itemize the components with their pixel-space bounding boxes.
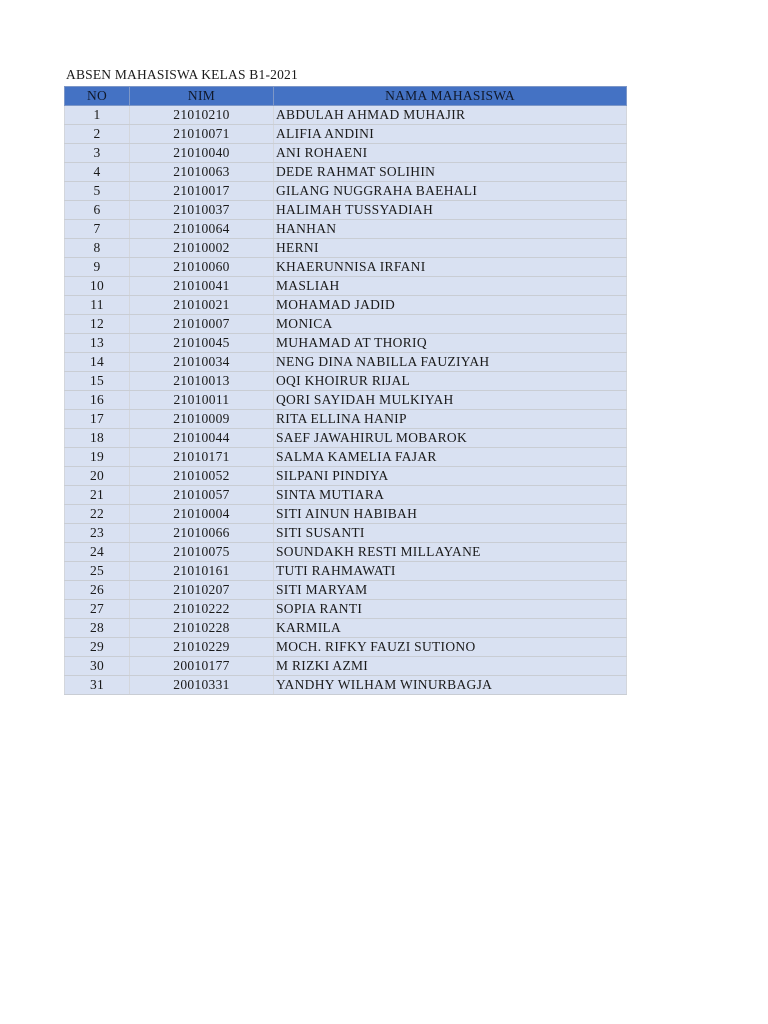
student-id-cell: 21010011 bbox=[130, 391, 274, 410]
row-number-cell: 9 bbox=[65, 258, 130, 277]
student-name-cell: NENG DINA NABILLA FAUZIYAH bbox=[274, 353, 627, 372]
row-number-cell: 24 bbox=[65, 543, 130, 562]
table-header bbox=[65, 87, 627, 106]
row-number-cell: 1 bbox=[65, 106, 130, 125]
student-name-cell: MUHAMAD AT THORIQ bbox=[274, 334, 627, 353]
student-id-cell: 21010034 bbox=[130, 353, 274, 372]
student-name-cell: SITI MARYAM bbox=[274, 581, 627, 600]
table-row bbox=[65, 277, 627, 296]
attendance-table bbox=[64, 86, 627, 695]
table-row bbox=[65, 239, 627, 258]
row-number-cell: 16 bbox=[65, 391, 130, 410]
table-row bbox=[65, 201, 627, 220]
table-row bbox=[65, 372, 627, 391]
student-name-cell: SILPANI PINDIYA bbox=[274, 467, 627, 486]
table-row bbox=[65, 315, 627, 334]
sheet-title: ABSEN MAHASISWA KELAS B1-2021 bbox=[66, 67, 298, 82]
row-number-cell: 13 bbox=[65, 334, 130, 353]
table-row bbox=[65, 467, 627, 486]
table-row bbox=[65, 562, 627, 581]
student-id-cell: 21010066 bbox=[130, 524, 274, 543]
table-row bbox=[65, 676, 627, 695]
row-number-cell: 31 bbox=[65, 676, 130, 695]
student-id-cell: 20010177 bbox=[130, 657, 274, 676]
student-id-cell: 21010171 bbox=[130, 448, 274, 467]
table-row bbox=[65, 657, 627, 676]
student-name-cell: ABDULAH AHMAD MUHAJIR bbox=[274, 106, 627, 125]
student-id-cell: 21010064 bbox=[130, 220, 274, 239]
table-row bbox=[65, 429, 627, 448]
row-number-cell: 4 bbox=[65, 163, 130, 182]
student-name-cell: SAEF JAWAHIRUL MOBAROK bbox=[274, 429, 627, 448]
student-name-cell: HALIMAH TUSSYADIAH bbox=[274, 201, 627, 220]
student-name-cell: KHAERUNNISA IRFANI bbox=[274, 258, 627, 277]
student-id-cell: 21010002 bbox=[130, 239, 274, 258]
student-name-cell: MOHAMAD JADID bbox=[274, 296, 627, 315]
row-number-cell: 10 bbox=[65, 277, 130, 296]
student-name-cell: MOCH. RIFKY FAUZI SUTIONO bbox=[274, 638, 627, 657]
student-id-cell: 21010222 bbox=[130, 600, 274, 619]
student-id-cell: 21010228 bbox=[130, 619, 274, 638]
student-id-cell: 21010229 bbox=[130, 638, 274, 657]
table-row bbox=[65, 543, 627, 562]
student-id-cell: 21010013 bbox=[130, 372, 274, 391]
student-id-cell: 21010007 bbox=[130, 315, 274, 334]
table-row bbox=[65, 638, 627, 657]
student-name-cell: MONICA bbox=[274, 315, 627, 334]
student-name-cell: HANHAN bbox=[274, 220, 627, 239]
row-number-cell: 7 bbox=[65, 220, 130, 239]
student-id-cell: 21010009 bbox=[130, 410, 274, 429]
student-id-cell: 21010071 bbox=[130, 125, 274, 144]
student-name-cell: MASLIAH bbox=[274, 277, 627, 296]
row-number-cell: 17 bbox=[65, 410, 130, 429]
student-name-cell: SINTA MUTIARA bbox=[274, 486, 627, 505]
student-name-cell: SOPIA RANTI bbox=[274, 600, 627, 619]
student-id-cell: 21010041 bbox=[130, 277, 274, 296]
table-body bbox=[65, 106, 627, 695]
row-number-cell: 20 bbox=[65, 467, 130, 486]
table-row bbox=[65, 486, 627, 505]
student-name-cell: HERNI bbox=[274, 239, 627, 258]
student-name-cell: SALMA KAMELIA FAJAR bbox=[274, 448, 627, 467]
student-id-cell: 20010331 bbox=[130, 676, 274, 695]
column-header-name: NAMA MAHASISWA bbox=[274, 87, 627, 106]
row-number-cell: 22 bbox=[65, 505, 130, 524]
student-name-cell: OQI KHOIRUR RIJAL bbox=[274, 372, 627, 391]
row-number-cell: 5 bbox=[65, 182, 130, 201]
student-name-cell: GILANG NUGGRAHA BAEHALI bbox=[274, 182, 627, 201]
student-id-cell: 21010207 bbox=[130, 581, 274, 600]
row-number-cell: 6 bbox=[65, 201, 130, 220]
table-row bbox=[65, 163, 627, 182]
student-name-cell: SITI AINUN HABIBAH bbox=[274, 505, 627, 524]
student-name-cell: KARMILA bbox=[274, 619, 627, 638]
student-name-cell: DEDE RAHMAT SOLIHIN bbox=[274, 163, 627, 182]
column-header-no: NO bbox=[65, 87, 130, 106]
student-name-cell: SOUNDAKH RESTI MILLAYANE bbox=[274, 543, 627, 562]
row-number-cell: 27 bbox=[65, 600, 130, 619]
row-number-cell: 3 bbox=[65, 144, 130, 163]
student-id-cell: 21010052 bbox=[130, 467, 274, 486]
table-row bbox=[65, 144, 627, 163]
student-id-cell: 21010017 bbox=[130, 182, 274, 201]
row-number-cell: 12 bbox=[65, 315, 130, 334]
student-id-cell: 21010057 bbox=[130, 486, 274, 505]
table-row bbox=[65, 258, 627, 277]
student-id-cell: 21010044 bbox=[130, 429, 274, 448]
table-row bbox=[65, 448, 627, 467]
row-number-cell: 28 bbox=[65, 619, 130, 638]
row-number-cell: 2 bbox=[65, 125, 130, 144]
table-row bbox=[65, 106, 627, 125]
table-row bbox=[65, 524, 627, 543]
student-name-cell: RITA ELLINA HANIP bbox=[274, 410, 627, 429]
column-header-nim: NIM bbox=[130, 87, 274, 106]
table-row bbox=[65, 220, 627, 239]
student-id-cell: 21010210 bbox=[130, 106, 274, 125]
student-id-cell: 21010004 bbox=[130, 505, 274, 524]
student-name-cell: QORI SAYIDAH MULKIYAH bbox=[274, 391, 627, 410]
table-row bbox=[65, 410, 627, 429]
table-row bbox=[65, 353, 627, 372]
student-name-cell: ALIFIA ANDINI bbox=[274, 125, 627, 144]
student-id-cell: 21010075 bbox=[130, 543, 274, 562]
table-row bbox=[65, 182, 627, 201]
student-name-cell: SITI SUSANTI bbox=[274, 524, 627, 543]
student-id-cell: 21010021 bbox=[130, 296, 274, 315]
student-id-cell: 21010037 bbox=[130, 201, 274, 220]
table-row bbox=[65, 619, 627, 638]
row-number-cell: 25 bbox=[65, 562, 130, 581]
row-number-cell: 14 bbox=[65, 353, 130, 372]
student-id-cell: 21010060 bbox=[130, 258, 274, 277]
row-number-cell: 30 bbox=[65, 657, 130, 676]
row-number-cell: 19 bbox=[65, 448, 130, 467]
row-number-cell: 15 bbox=[65, 372, 130, 391]
student-id-cell: 21010040 bbox=[130, 144, 274, 163]
student-name-cell: M RIZKI AZMI bbox=[274, 657, 627, 676]
row-number-cell: 18 bbox=[65, 429, 130, 448]
table-row bbox=[65, 296, 627, 315]
student-id-cell: 21010161 bbox=[130, 562, 274, 581]
table-row bbox=[65, 391, 627, 410]
table-row bbox=[65, 600, 627, 619]
row-number-cell: 29 bbox=[65, 638, 130, 657]
table-row bbox=[65, 125, 627, 144]
student-id-cell: 21010045 bbox=[130, 334, 274, 353]
table-row bbox=[65, 505, 627, 524]
header-row bbox=[65, 87, 627, 106]
student-name-cell: YANDHY WILHAM WINURBAGJA bbox=[274, 676, 627, 695]
row-number-cell: 21 bbox=[65, 486, 130, 505]
student-name-cell: TUTI RAHMAWATI bbox=[274, 562, 627, 581]
row-number-cell: 26 bbox=[65, 581, 130, 600]
row-number-cell: 8 bbox=[65, 239, 130, 258]
row-number-cell: 23 bbox=[65, 524, 130, 543]
student-name-cell: ANI ROHAENI bbox=[274, 144, 627, 163]
row-number-cell: 11 bbox=[65, 296, 130, 315]
student-id-cell: 21010063 bbox=[130, 163, 274, 182]
table-row bbox=[65, 334, 627, 353]
table-row bbox=[65, 581, 627, 600]
